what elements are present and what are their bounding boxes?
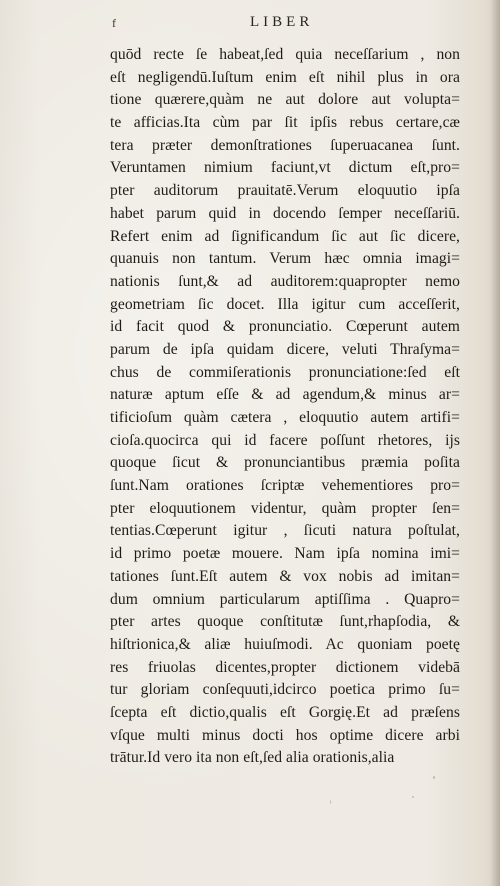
paper-speck xyxy=(433,776,435,779)
text-line: id facit quod & pronunciatio. Cœperunt autem xyxy=(110,318,460,336)
text-line: eſt negligendū.Iuſtum enim eſt nihil plus in ora xyxy=(110,68,460,86)
text-line: geometriam ſic docet. Illa igitur cum acceſſerit, xyxy=(110,295,460,313)
page-edge-shadow xyxy=(490,0,500,886)
text-line: tificioſum quàm cætera , eloquutio autem artifi= xyxy=(110,409,460,426)
text-line: parum de ipſa quidam dicere, veluti Thraſyma= xyxy=(110,340,460,358)
text-line: tera præter demonſtrationes ſuperuacanea ſunt. xyxy=(110,136,460,154)
text-line: tur gloriam conſequuti,idcirco poetica primo ſu= xyxy=(110,681,460,699)
text-line: quoque ſicut & pronunciantibus præmia poſita xyxy=(110,454,460,472)
body-text xyxy=(110,44,460,770)
paper-speck xyxy=(412,796,414,798)
text-line: tationes ſunt.Eſt autem & vox nobis ad imitan= xyxy=(110,567,460,585)
text-line: habet parum quid in docendo ſemper neceſſariū. xyxy=(110,204,460,222)
text-line: chus de commiſerationis pronunciatione:ſed eſt xyxy=(110,363,460,381)
text-line: tentias.Cœperunt igitur , ſicuti natura poſtulat, xyxy=(110,522,460,540)
text-line: cioſa.quocirca qui id facere poſſunt rhetores, ijs xyxy=(110,431,460,449)
text-line: nationis ſunt,& ad auditorem:quapropter nemo xyxy=(110,272,460,290)
text-line: ſunt.Nam orationes ſcriptæ vehementiores pro= xyxy=(110,477,460,495)
text-line: naturæ aptum eſſe & ad agendum,& minus ar= xyxy=(110,386,460,404)
text-line: hiſtrionica,& aliæ huiuſmodi. Ac quoniam poetę xyxy=(110,635,460,653)
text-line: id primo poetæ mouere. Nam ipſa nomina imi= xyxy=(110,545,460,563)
text-line: quōd recte ſe habeat,ſed quia neceſſarium , non xyxy=(110,46,460,63)
text-line: ſcepta eſt dictio,qualis eſt Gorgię.Et ad præſens xyxy=(110,703,460,721)
text-line: pter auditorum prauitatē.Verum eloquutio ipſa xyxy=(110,182,460,200)
folio-mark: f xyxy=(112,16,116,30)
text-line: vſque multi minus docti hos optime dicere arbi xyxy=(110,726,460,744)
paper-speck xyxy=(330,800,331,804)
text-line: Veruntamen nimium faciunt,vt dictum eſt,pro= xyxy=(110,159,460,177)
running-head-title: LIBER xyxy=(250,14,314,30)
text-line: pter eloquutionem videntur, quàm propter ſen= xyxy=(110,499,460,517)
text-line: res friuolas dicentes,propter dictionem videbā xyxy=(110,658,460,676)
text-line: te afficias.Ita cùm par ſit ipſis rebus certare,cæ xyxy=(110,114,460,132)
text-line: dum omnium particularum aptiſſima . Quapro= xyxy=(110,590,460,608)
running-head xyxy=(0,14,500,36)
text-line: tione quærere,quàm ne aut dolore aut volupta= xyxy=(110,91,460,109)
text-line: pter artes quoque conſtitutæ ſunt,rhapſodia, & xyxy=(110,613,460,631)
text-line: trātur.Id vero ita non eſt,ſed alia orationis,alia xyxy=(110,749,395,767)
text-line: quanuis non tantum. Verum hæc omnia imagi= xyxy=(110,250,460,268)
text-line: Refert enim ad ſignificandum ſic aut ſic dicere, xyxy=(110,227,460,245)
